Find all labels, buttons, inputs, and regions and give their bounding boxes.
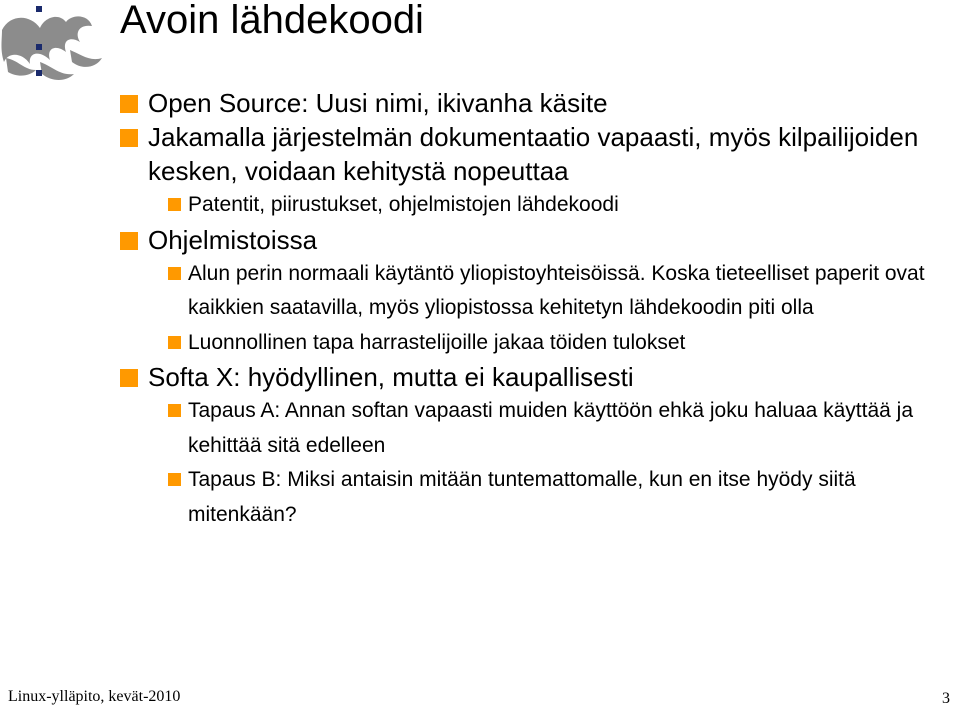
orange-square-bullet-icon bbox=[168, 473, 181, 486]
bullet-text: Jakamalla järjestelmän dokumentaatio vapaasti, myös kilpailijoiden kesken, voidaan kehitystä nopeuttaa bbox=[148, 122, 919, 186]
bullet-text: Softa X: hyödyllinen, mutta ei kaupallisesti bbox=[148, 362, 634, 392]
orange-square-bullet-icon bbox=[168, 336, 181, 349]
bullet-list bbox=[120, 86, 955, 532]
bullet-level2 bbox=[168, 257, 955, 326]
bullet-level1 bbox=[120, 120, 955, 188]
orange-square-bullet-icon bbox=[168, 404, 181, 417]
flame-logo-icon bbox=[0, 0, 105, 95]
orange-square-bullet-icon bbox=[168, 198, 181, 211]
bullet-text: Patentit, piirustukset, ohjelmistojen lähdekoodi bbox=[188, 193, 619, 216]
bullet-level2 bbox=[168, 394, 955, 463]
orange-square-bullet-icon bbox=[168, 267, 181, 280]
bullet-text: Ohjelmistoissa bbox=[148, 224, 318, 255]
footer-course: Linux-ylläpito, kevät-2010 bbox=[8, 688, 181, 705]
orange-square-bullet-icon bbox=[120, 232, 138, 250]
bullet-level1 bbox=[120, 86, 955, 120]
bullet-level1 bbox=[120, 223, 955, 257]
orange-square-bullet-icon bbox=[120, 129, 138, 147]
bullet-text: Tapaus B: Miksi antaisin mitään tuntemattomalle, kun en itse hyödy siitä mitenkään? bbox=[188, 468, 856, 526]
bullet-text: Tapaus A: Annan softan vapaasti muiden käyttöön ehkä joku haluaa käyttää ja kehittää sitä edelleen bbox=[188, 399, 914, 457]
orange-square-bullet-icon bbox=[120, 95, 138, 113]
bullet-level2 bbox=[168, 463, 955, 532]
bullet-text: Open Source: Uusi nimi, ikivanha käsite bbox=[148, 88, 608, 118]
slide-title: Avoin lähdekoodi bbox=[120, 0, 424, 42]
bullet-level2 bbox=[168, 188, 955, 223]
page-number: 3 bbox=[942, 690, 950, 707]
bullet-level1 bbox=[120, 360, 955, 394]
bullet-text: Alun perin normaali käytäntö yliopistoyhteisöissä. Koska tieteelliset paperit ovat kaikkien saatavilla, myös yliopistossa kehitetyn lähdekoodin piti olla bbox=[188, 261, 925, 319]
bullet-text: Luonnollinen tapa harrastelijoille jakaa töiden tulokset bbox=[188, 330, 686, 354]
orange-square-bullet-icon bbox=[120, 369, 138, 387]
bullet-level2 bbox=[168, 326, 955, 361]
